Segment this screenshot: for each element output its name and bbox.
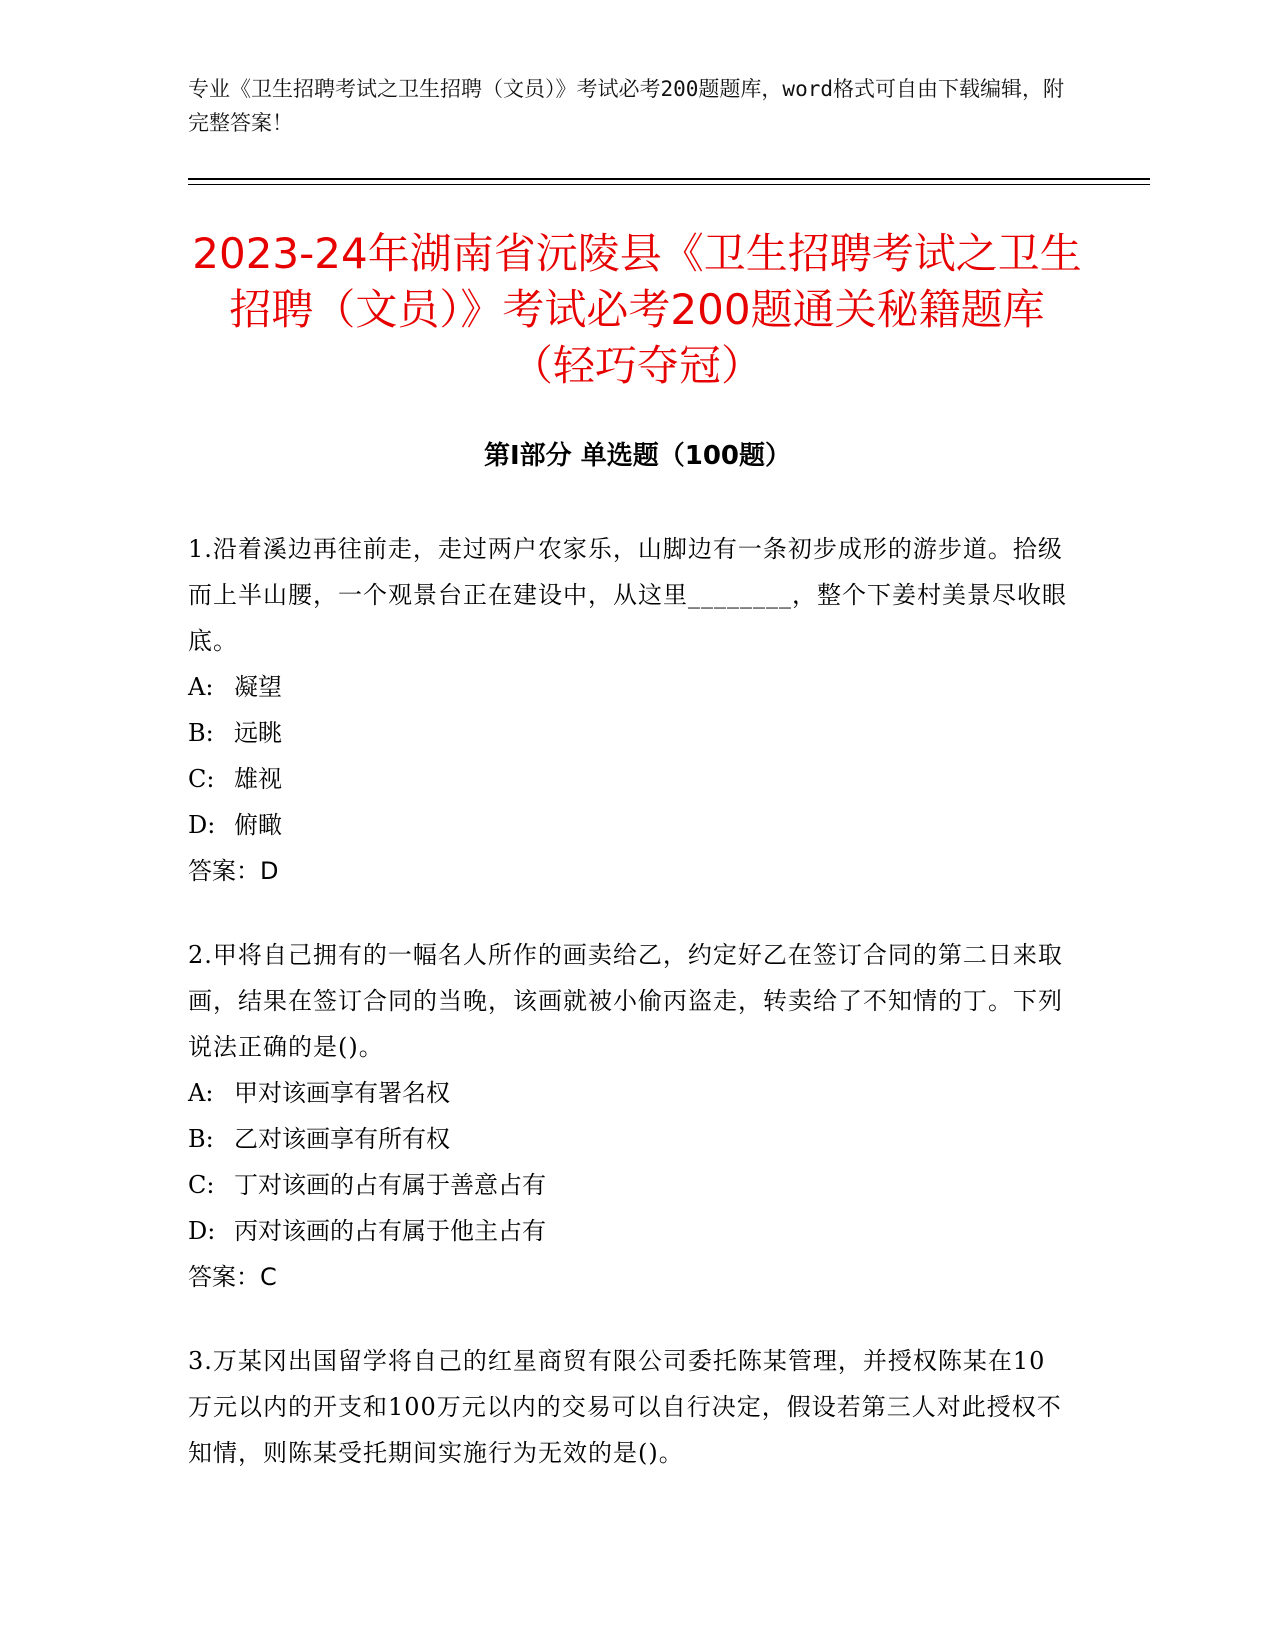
header-divider-thin [188,184,1150,185]
option-d [188,1208,1068,1254]
question-3 [188,1338,1068,1476]
option-text: 丙对该画的占有属于他主占有 [234,1217,546,1245]
header-note: 专业《卫生招聘考试之卫生招聘（文员）》考试必考200题题库，word格式可自由下载编辑，附完整答案！ [188,77,1064,135]
document-title: 2023-24年湖南省沅陵县《卫生招聘考试之卫生招聘（文员）》考试必考200题通关秘籍题库（轻巧夺冠） [192,229,1082,390]
option-text: 俯瞰 [234,811,282,839]
option-text: 丁对该画的占有属于善意占有 [234,1171,546,1199]
option-a [188,664,1068,710]
option-letter: B: [188,719,214,747]
question-1 [188,526,1068,894]
question-text: 2.甲将自己拥有的一幅名人所作的画卖给乙，约定好乙在签订合同的第二日来取画，结果在签订合同的当晚，该画就被小偷丙盗走，转卖给了不知情的丁。下列说法正确的是()。 [188,941,1063,1061]
option-text: 乙对该画享有所有权 [234,1125,450,1153]
question-text: 3.万某冈出国留学将自己的红星商贸有限公司委托陈某管理，并授权陈某在10万元以内的开支和100万元以内的交易可以自行决定，假设若第三人对此授权不知情，则陈某受托期间实施行为无效的是()。 [188,1347,1062,1467]
option-letter: C: [188,1171,215,1199]
option-letter: C: [188,765,215,793]
option-letter: A: [188,1079,214,1107]
option-b [188,710,1068,756]
option-letter: D: [188,1217,216,1245]
option-d [188,802,1068,848]
option-text: 雄视 [234,765,282,793]
option-text: 远眺 [234,719,282,747]
option-c [188,756,1068,802]
question-text: 1.沿着溪边再往前走，走过两户农家乐，山脚边有一条初步成形的游步道。拾级而上半山腰，一个观景台正在建设中，从这里________，整个下姜村美景尽收眼底。 [188,535,1067,655]
answer-line: 答案：D [188,857,279,885]
section-heading: 第I部分 单选题（100题） [484,441,791,471]
option-letter: A: [188,673,214,701]
option-text: 凝望 [234,673,282,701]
option-b [188,1116,1068,1162]
question-2 [188,932,1068,1300]
option-letter: D: [188,811,216,839]
option-letter: B: [188,1125,214,1153]
answer-line: 答案：C [188,1263,277,1291]
option-text: 甲对该画享有署名权 [234,1079,450,1107]
option-a [188,1070,1068,1116]
option-c [188,1162,1068,1208]
header-divider [188,178,1150,180]
